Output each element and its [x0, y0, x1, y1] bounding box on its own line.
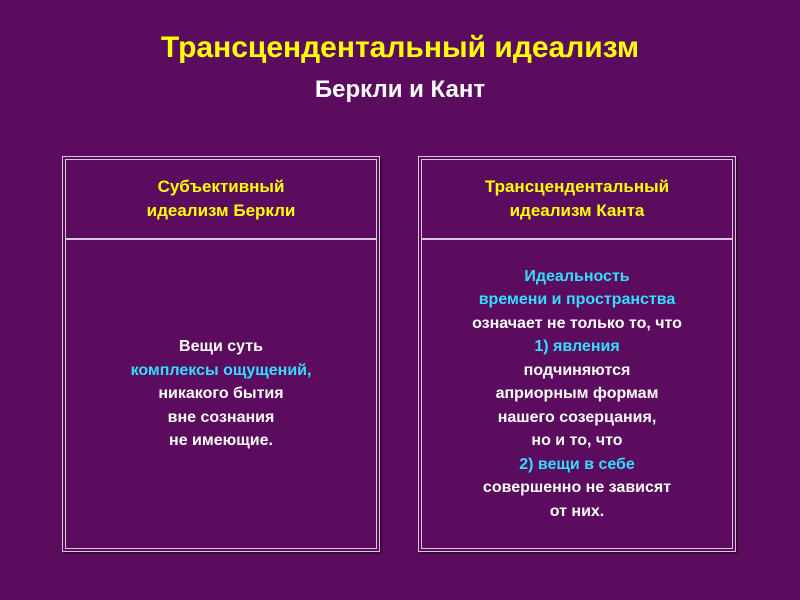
berkeley-panel-header — [66, 160, 376, 240]
kant-body-line: нашего созерцания, — [497, 408, 657, 426]
berkeley-body-line: Вещи суть — [179, 338, 263, 356]
berkeley-panel — [62, 156, 380, 552]
kant-body-line: априорным формам — [495, 385, 659, 403]
kant-body-line: означает не только то, что — [472, 314, 682, 332]
kant-body-line: от них. — [549, 502, 605, 520]
berkeley-header-line: Субъективный — [157, 177, 285, 196]
kant-panel-body — [422, 240, 732, 548]
kant-body-line: подчиняются — [523, 361, 631, 379]
slide-title: Трансцендентальный идеализм — [160, 31, 640, 64]
berkeley-header-line: идеализм Беркли — [146, 201, 296, 220]
berkeley-body-line-highlight: комплексы ощущений, — [130, 361, 312, 379]
slide-subtitle: Беркли и Кант — [314, 76, 486, 103]
berkeley-body-line: вне сознания — [167, 408, 275, 426]
kant-panel-header — [422, 160, 732, 240]
kant-body-line: но и то, что — [531, 432, 623, 450]
kant-body-line-highlight: времени и пространства — [478, 291, 676, 309]
kant-panel-frame — [421, 159, 733, 549]
kant-header-line: Трансцендентальный — [484, 177, 670, 196]
kant-header-line: идеализм Канта — [509, 201, 645, 220]
kant-body-line-highlight: 1) явления — [534, 338, 620, 356]
kant-panel — [418, 156, 736, 552]
berkeley-body-line: никакого бытия — [158, 385, 284, 403]
berkeley-panel-body — [66, 240, 376, 548]
berkeley-panel-frame — [65, 159, 377, 549]
kant-body-line-highlight: Идеальность — [524, 267, 630, 285]
kant-body-line-highlight: 2) вещи в себе — [519, 455, 635, 473]
kant-body-line: совершенно не зависят — [482, 479, 672, 497]
berkeley-body-line: не имеющие. — [169, 432, 273, 450]
